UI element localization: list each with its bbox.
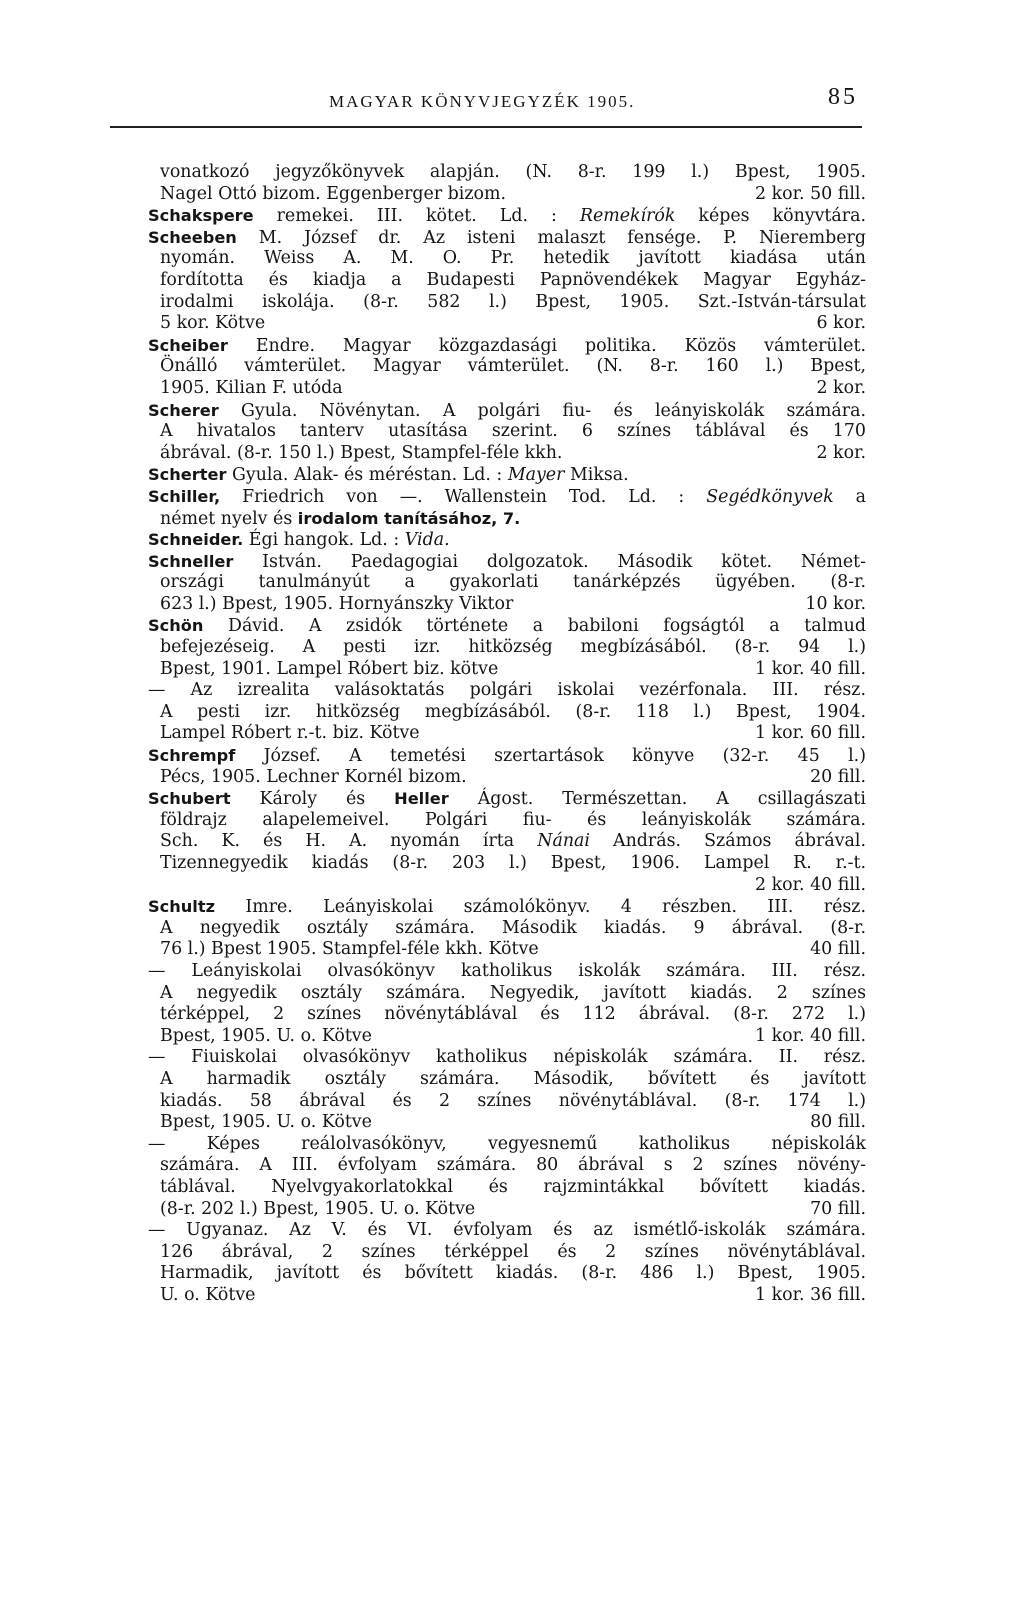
author-heading: Schultz [148, 897, 216, 917]
entry-line [148, 551, 866, 573]
entry-text: nyomán. Weiss A. M. O. Pr. hetedik javított kiadása után [160, 248, 866, 269]
entry-text: táblával. Nyelvgyakorlatokkal és rajzmintákkal bővített kiadás. [160, 1176, 866, 1197]
entry-text: A pesti izr. hitközség megbízásából. (8-r. 118 l.) Bpest, 1904. [160, 701, 866, 722]
entry-text: Önálló vámterület. Magyar vámterület. (N. 8-r. 160 l.) Bpest, [160, 356, 866, 377]
author-heading: Schiller, [148, 486, 221, 506]
entry-line [148, 615, 866, 637]
entry-text: — Az izrealita valásoktatás polgári iskolai vezérfonala. III. rész. [148, 680, 866, 701]
entry-line [148, 529, 866, 551]
entry-text: M. József dr. Az isteni malaszt fensége. P. Nieremberg [236, 227, 866, 248]
italic-reference: Mayer [507, 465, 565, 486]
entry-text: számára. A III. évfolyam számára. 80 ábrával s 2 színes növény- [160, 1155, 866, 1176]
entry-line [148, 1112, 866, 1134]
entry-line [148, 1026, 866, 1048]
entry-text: U. o. Kötve [160, 1284, 256, 1305]
entry-line [148, 184, 866, 206]
price: 40 fill. [810, 939, 866, 960]
entry-line [148, 1091, 866, 1113]
entry-text: — Képes reálolvasókönyv, vegyesnemű katholikus népiskolák [148, 1133, 866, 1154]
entry-text: Tizennegyedik kiadás (8-r. 203 l.) Bpest, 1906. Lampel R. r.-t. [160, 853, 866, 873]
entry-text: József. A temetési szertartások könyve (32-r. 45 l.) [235, 746, 866, 767]
entry-line [148, 875, 866, 897]
entry-text: 126 ábrával, 2 színes térképpel és 2 színes növénytáblával. [160, 1241, 866, 1262]
entry-text: — Leányiskolai olvasókönyv katholikus iskolák számára. III. rész. [148, 960, 866, 981]
entry-line [148, 1285, 866, 1307]
entry-text: irodalmi iskolája. (8-r. 582 l.) Bpest, 1905. Szt.-István-társulat [160, 291, 866, 312]
entry-text: András. Számos ábrával. [589, 831, 867, 852]
entry-text: remekei. III. kötet. Ld. : [253, 206, 580, 227]
entry-line [148, 810, 866, 832]
entry-text: Sch. K. és H. A. nyomán írta [160, 831, 538, 852]
price: 2 kor. 40 fill. [755, 874, 866, 895]
italic-reference: Remekírók [579, 206, 676, 227]
entry-text: kiadás. 58 ábrával és 2 színes növénytáblával. (8-r. 174 l.) [160, 1090, 866, 1111]
bold-text: irodalom tanításához, 7. [297, 508, 521, 528]
entry-line [148, 162, 866, 184]
price: 2 kor. 50 fill. [755, 183, 866, 204]
entry-text: vonatkozó jegyzőkönyvek alapján. (N. 8-r. 199 l.) Bpest, 1905. [160, 162, 866, 182]
author-heading: Schrempf [148, 746, 236, 766]
entry-text: Gyula. Alak- és méréstan. Ld. : [226, 465, 508, 486]
entry-text: — Ugyanaz. Az V. és VI. évfolyam és az ismétlő-iskolák számára. [148, 1220, 866, 1241]
entry-text: (8-r. 202 l.) Bpest, 1905. U. o. Kötve [160, 1198, 476, 1219]
entry-text: Friedrich von —. Wallenstein Tod. Ld. : [220, 486, 707, 507]
entry-line [148, 1004, 866, 1026]
entry-line [148, 486, 866, 508]
running-header [140, 84, 860, 122]
entry-text: ábrával. (8-r. 150 l.) Bpest, Stampfel-féle kkh. [160, 442, 563, 463]
page-number: 85 [828, 84, 858, 110]
entry-text: — Fiuiskolai olvasókönyv katholikus népiskolák számára. II. rész. [148, 1047, 866, 1068]
entry-text: 76 l.) Bpest 1905. Stampfel-féle kkh. Kötve [160, 939, 539, 960]
entry-text: a [833, 486, 866, 507]
entry-text: német nyelv és [160, 508, 298, 529]
entry-text: Miksa. [564, 465, 629, 486]
entry-line [148, 227, 866, 249]
author-heading: Scherer [148, 400, 219, 420]
entry-text: István. Paedagogiai dolgozatok. Második kötet. Német- [233, 551, 866, 572]
entry-text: térképpel, 2 színes növénytáblával és 112 ábrával. (8-r. 272 l.) [160, 1004, 866, 1025]
running-title: MAGYAR KÖNYVJEGYZÉK 1905. [329, 92, 636, 111]
entry-line [148, 745, 866, 767]
italic-reference: Nánai [537, 831, 590, 852]
entry-line [148, 508, 866, 530]
entry-line [148, 400, 866, 422]
entry-text: Endre. Magyar közgazdasági politika. Közös vámterület. [227, 335, 866, 356]
price: 1 kor. 60 fill. [755, 723, 866, 744]
entry-line [148, 680, 866, 702]
entry-line [148, 896, 866, 918]
entry-line [148, 939, 866, 961]
entry-text: 1905. Kilian F. utóda [160, 377, 343, 398]
author-heading: Schakspere [148, 206, 254, 226]
entry-line [148, 1242, 866, 1264]
entry-line [148, 1199, 866, 1221]
entry-text: Nagel Ottó bizom. Eggenberger bizom. [160, 183, 507, 204]
entry-line [148, 378, 866, 400]
entry-line [148, 270, 866, 292]
entry-line [148, 1177, 866, 1199]
entry-text: képes könyvtára. [675, 206, 866, 227]
entry-text: A negyedik osztály számára. Negyedik, javított kiadás. 2 színes [160, 982, 866, 1003]
entry-line [148, 723, 866, 745]
entry-text: Imre. Leányiskolai számolókönyv. 4 részben. III. rész. [215, 897, 866, 918]
entry-line [148, 464, 866, 486]
entry-text: Lampel Róbert r.-t. biz. Kötve [160, 723, 420, 744]
price: 1 kor. 40 fill. [755, 1025, 866, 1046]
entry-line [148, 292, 866, 314]
entry-line [148, 1220, 866, 1242]
entry-line [148, 1047, 866, 1069]
entry-text: országi tanulmányút a gyakorlati tanárképzés ügyében. (8-r. [160, 572, 866, 593]
author-heading: Scheeben [148, 227, 237, 247]
price: 2 kor. [816, 442, 866, 463]
entry-text: Dávid. A zsidók története a babiloni fogságtól a talmud [203, 616, 866, 637]
entry-line [148, 1155, 866, 1177]
entry-line [148, 313, 866, 335]
entry-line [148, 702, 866, 724]
author-heading: Schön [148, 616, 204, 636]
bold-text: Heller [394, 789, 449, 809]
entry-line [148, 853, 866, 875]
entry-line [148, 983, 866, 1005]
entry-line [148, 918, 866, 940]
price: 20 fill. [810, 766, 866, 787]
entry-text: Ágost. Természettan. A csillagászati [448, 789, 866, 810]
author-heading: Scheiber [148, 335, 228, 355]
header-rule [110, 126, 862, 128]
entry-text: Bpest, 1905. U. o. Kötve [160, 1112, 372, 1133]
entry-text: befejezéseig. A pesti izr. hitközség megbízásából. (8-r. 94 l.) [160, 637, 866, 658]
entry-line [148, 356, 866, 378]
entry-line [148, 659, 866, 681]
author-heading: Schneller [148, 551, 234, 571]
price: 6 kor. [816, 313, 866, 334]
entry-line [148, 248, 866, 270]
entry-line [148, 205, 866, 227]
entry-line [148, 767, 866, 789]
entry-line [148, 335, 866, 357]
entry-line [148, 637, 866, 659]
entry-line [148, 788, 866, 810]
entry-text: A harmadik osztály számára. Második, bővített és javított [160, 1068, 866, 1089]
entry-line [148, 594, 866, 616]
entry-text: A negyedik osztály számára. Második kiadás. 9 ábrával. (8-r. [160, 917, 866, 938]
entry-text: Harmadik, javított és bővített kiadás. (8-r. 486 l.) Bpest, 1905. [160, 1263, 866, 1284]
price: 10 kor. [805, 593, 866, 614]
entry-text: A hivatalos tanterv utasítása szerint. 6 színes táblával és 170 [160, 421, 866, 442]
price: 70 fill. [810, 1198, 866, 1219]
price: 80 fill. [810, 1112, 866, 1133]
entry-text: 623 l.) Bpest, 1905. Hornyánszky Viktor [160, 593, 514, 614]
entry-line [148, 443, 866, 465]
entry-text: földrajz alapelemeivel. Polgári fiu- és leányiskolák számára. [160, 809, 866, 830]
bibliography-entries [148, 162, 866, 1306]
author-heading: Schubert [148, 789, 231, 809]
entry-line [148, 961, 866, 983]
entry-text: fordította és kiadja a Budapesti Papnövendékek Magyar Egyház- [160, 269, 866, 290]
price: 2 kor. [816, 377, 866, 398]
entry-text: Bpest, 1905. U. o. Kötve [160, 1025, 372, 1046]
italic-reference: Vida. [404, 530, 450, 551]
entry-text: Gyula. Növénytan. A polgári fiu- és leányiskolák számára. [218, 400, 866, 421]
entry-text: Pécs, 1905. Lechner Kornél bizom. [160, 766, 467, 787]
entry-text: 5 kor. Kötve [160, 313, 266, 334]
author-heading: Schneider. [148, 530, 244, 550]
price: 1 kor. 36 fill. [755, 1284, 866, 1305]
entry-line [148, 1069, 866, 1091]
price: 1 kor. 40 fill. [755, 658, 866, 679]
author-heading: Scherter [148, 465, 227, 485]
entry-line [148, 572, 866, 594]
entry-line [148, 1263, 866, 1285]
entry-line [148, 831, 866, 853]
italic-reference: Segédkönyvek [706, 486, 834, 507]
entry-text: Károly és [230, 789, 395, 810]
entry-line [148, 1134, 866, 1156]
entry-text: Bpest, 1901. Lampel Róbert biz. kötve [160, 658, 499, 679]
entry-text: Égi hangok. Ld. : [243, 530, 405, 551]
entry-line [148, 421, 866, 443]
